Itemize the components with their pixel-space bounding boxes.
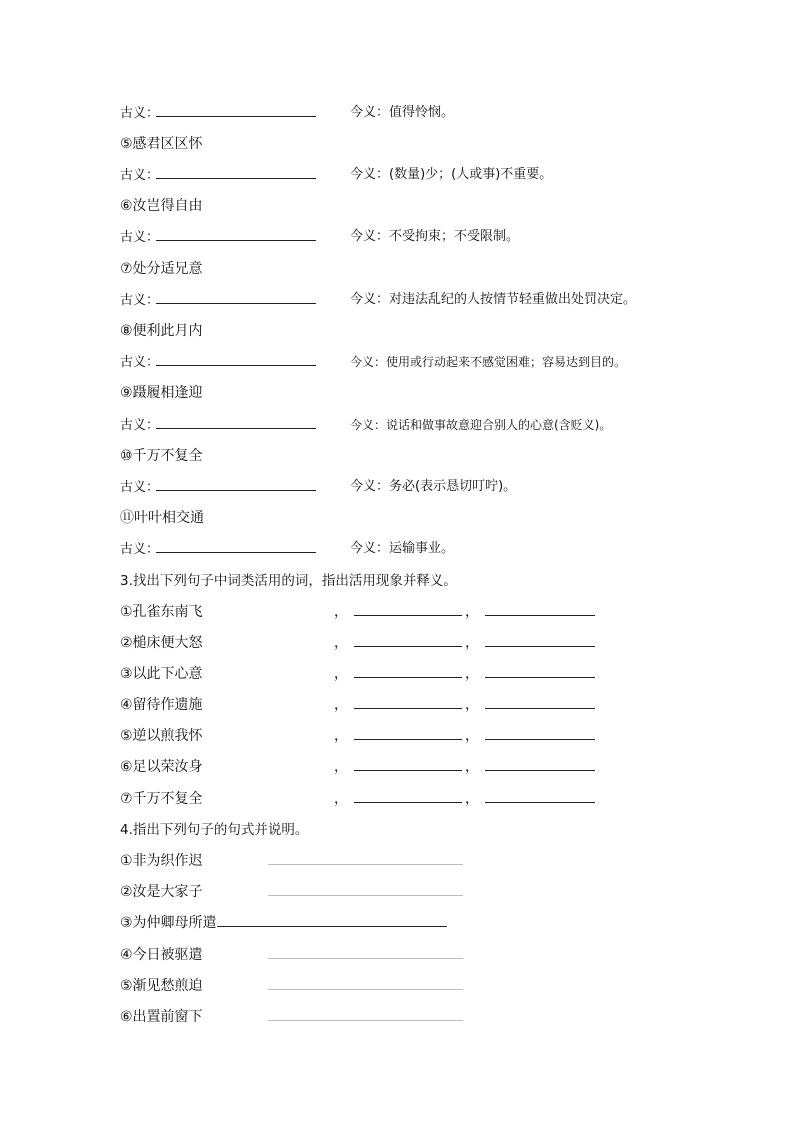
question-item: ⑪叶叶相交通 [120,510,204,526]
separator: ， [465,604,479,620]
list-item [120,883,463,901]
separator: ， [465,635,479,651]
sentence-label: ②汝是大家子 [120,884,203,900]
gu-row [120,353,316,372]
question-item: ⑩千万不复全 [120,448,203,464]
answer-blank[interactable] [268,977,463,990]
answer-blank[interactable] [268,883,463,896]
gu-label: 古义： [120,355,160,370]
answer-blank[interactable] [156,353,316,366]
separator: ， [334,728,348,744]
gu-row [120,478,316,497]
list-item [120,758,595,776]
separator: ， [465,759,479,775]
question-item: ⑦处分适兄意 [120,261,203,277]
sentence-label: ④留待作遗施 [120,697,203,713]
list-item [120,634,595,652]
answer-blank[interactable] [156,416,316,429]
section-3-heading: 3.找出下列句子中词类活用的词，指出活用现象并释义。 [120,573,457,589]
answer-blank[interactable] [485,790,595,803]
answer-blank[interactable] [354,603,462,616]
sentence-label: ⑤渐见愁煎迫 [120,978,203,994]
list-item [120,696,595,714]
separator: ， [465,666,479,682]
list-item [120,852,463,870]
list-item [120,603,595,621]
gu-label: 古义： [120,168,160,183]
sentence-label: ①孔雀东南飞 [120,604,203,620]
list-item [120,1008,463,1026]
gu-row [120,291,316,310]
separator: ， [334,697,348,713]
separator: ， [334,791,348,807]
answer-blank[interactable] [354,790,462,803]
separator: ， [334,604,348,620]
gu-label: 古义： [120,230,160,245]
answer-blank[interactable] [485,665,595,678]
answer-blank[interactable] [354,665,462,678]
gu-row [120,416,316,435]
jin-definition: 今义：值得怜悯。 [350,105,455,120]
sentence-label: ①非为织作迟 [120,853,203,869]
sentence-label: ⑦千万不复全 [120,791,203,807]
answer-blank[interactable] [485,727,595,740]
gu-label: 古义： [120,480,160,495]
answer-blank[interactable] [268,1008,463,1021]
section-4-heading: 4.指出下列句子的句式并说明。 [120,822,309,838]
gu-row [120,104,316,123]
answer-blank[interactable] [354,696,462,709]
answer-blank[interactable] [485,696,595,709]
gu-label: 古义： [120,293,160,308]
list-item [120,790,595,808]
answer-blank[interactable] [156,540,316,553]
answer-blank[interactable] [485,758,595,771]
separator: ， [465,791,479,807]
jin-definition: 今义：运输事业。 [350,541,455,556]
question-item: ⑤感君区区怀 [120,136,203,152]
gu-row [120,166,316,185]
answer-blank[interactable] [485,603,595,616]
answer-blank[interactable] [156,291,316,304]
answer-blank[interactable] [217,914,447,927]
answer-blank[interactable] [156,166,316,179]
gu-row [120,228,316,247]
gu-label: 古义： [120,542,160,557]
sentence-label: ⑥出置前窗下 [120,1009,203,1025]
jin-definition: 今义：(数量)少；(人或事)不重要。 [350,167,553,182]
jin-definition: 今义：使用或行动起来不感觉困难；容易达到目的。 [350,355,627,369]
gu-label: 古义： [120,106,160,121]
sentence-label: ④今日被驱遣 [120,947,203,963]
answer-blank[interactable] [156,478,316,491]
jin-definition: 今义：不受拘束；不受限制。 [350,229,520,244]
sentence-label: ⑤逆以煎我怀 [120,728,203,744]
answer-blank[interactable] [485,634,595,647]
list-item [120,665,595,683]
gu-label: 古义： [120,418,160,433]
answer-blank[interactable] [156,104,316,117]
question-item: ⑥汝岂得自由 [120,198,203,214]
separator: ， [465,697,479,713]
list-item [120,727,595,745]
separator: ， [465,728,479,744]
separator: ， [334,666,348,682]
sentence-label: ③为仲卿母所遣 [120,915,217,931]
list-item [120,977,463,995]
answer-blank[interactable] [354,758,462,771]
sentence-label: ③以此下心意 [120,666,203,682]
sentence-label: ②槌床便大怒 [120,635,203,651]
question-item: ⑧便利此月内 [120,323,203,339]
jin-definition: 今义：对违法乱纪的人按情节轻重做出处罚决定。 [350,292,637,307]
jin-definition: 今义：务必(表示恳切叮咛)。 [350,479,517,494]
gu-row [120,540,316,559]
answer-blank[interactable] [354,634,462,647]
list-item [120,946,463,964]
answer-blank[interactable] [268,946,463,959]
question-item: ⑨蹑履相逢迎 [120,385,203,401]
separator: ， [334,635,348,651]
jin-definition: 今义：说话和做事故意迎合别人的心意(含贬义)。 [350,418,612,432]
answer-blank[interactable] [354,727,462,740]
answer-blank[interactable] [156,228,316,241]
list-item [120,914,447,932]
sentence-label: ⑥足以荣汝身 [120,759,203,775]
answer-blank[interactable] [268,852,463,865]
separator: ， [334,759,348,775]
